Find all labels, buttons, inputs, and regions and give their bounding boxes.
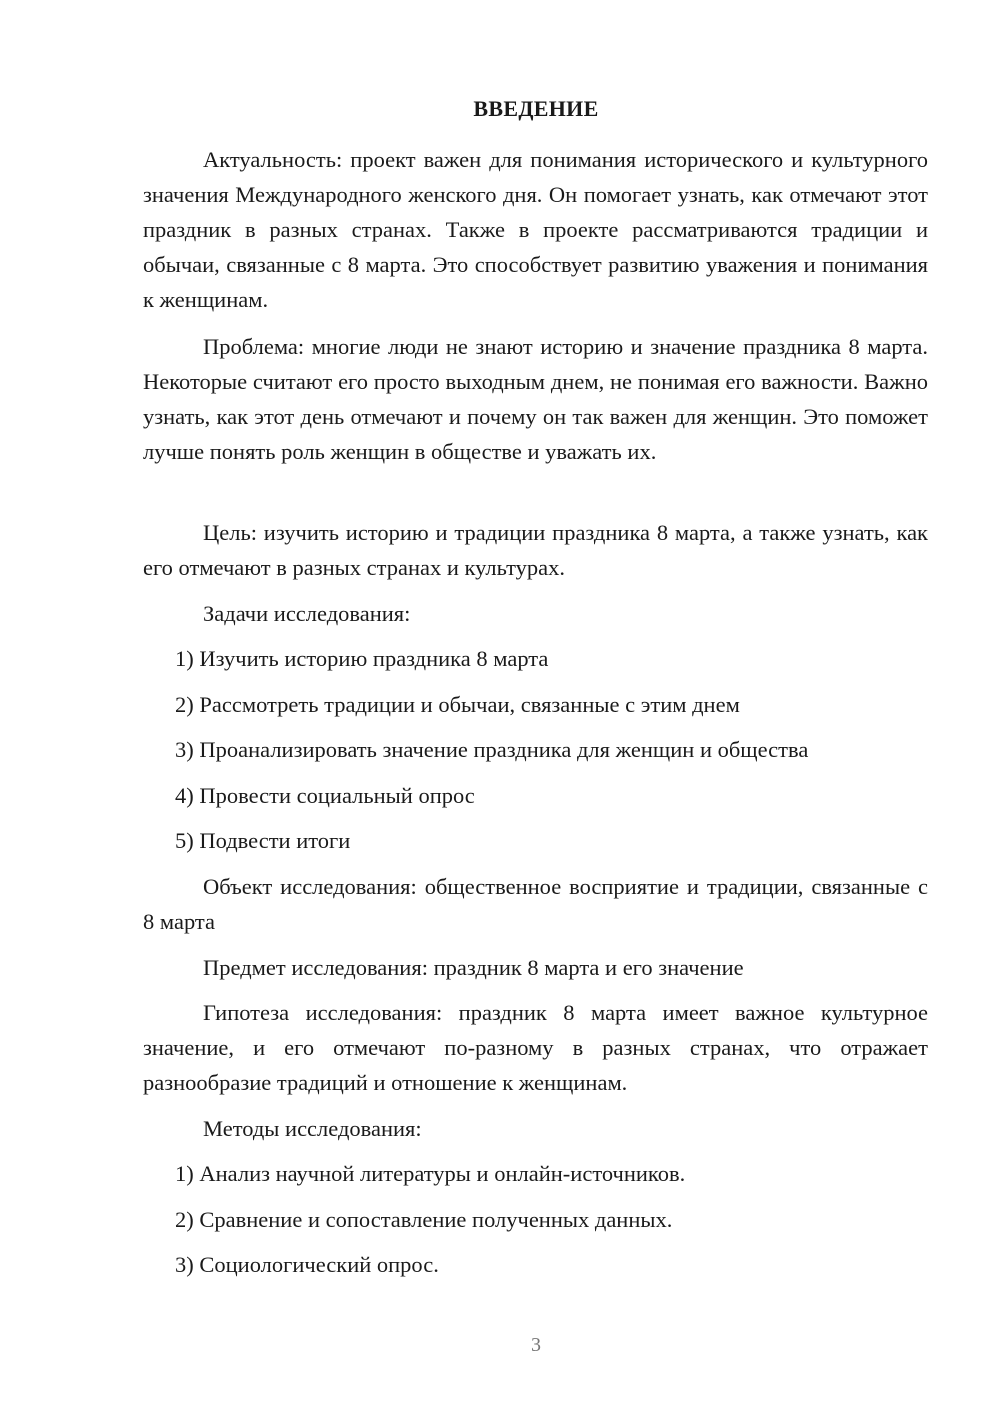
page-number: 3 [531, 1334, 541, 1356]
subject-paragraph: Предмет исследования: праздник 8 марта и его значение [203, 955, 744, 980]
page-title: ВВЕДЕНИЕ [473, 96, 599, 121]
method-item: 3) Социологический опрос. [175, 1252, 439, 1277]
object-paragraph: Объект исследования: общественное восприятие и традиции, связанные с 8 марта [143, 874, 928, 934]
goal-paragraph: Цель: изучить историю и традиции праздника 8 марта, а также узнать, как его отмечают в разных странах и культурах. [143, 520, 928, 580]
method-item: 1) Анализ научной литературы и онлайн-источников. [175, 1161, 686, 1186]
task-item: 5) Подвести итоги [175, 828, 351, 853]
problem-paragraph: Проблема: многие люди не знают историю и значение праздника 8 марта. Некоторые считают его просто выходным днем, не понимая его важности. Важно узнать, как этот день отмечают и почему он так важен для женщин. Это поможет лучше понять роль женщин в обществе и уважать их. [143, 334, 928, 464]
task-item: 2) Рассмотреть традиции и обычаи, связанные с этим днем [175, 692, 740, 717]
task-item: 4) Провести социальный опрос [175, 783, 475, 808]
methods-heading: Методы исследования: [203, 1116, 422, 1141]
relevance-paragraph: Актуальность: проект важен для понимания исторического и культурного значения Международного женского дня. Он помогает узнать, как отмечают этот праздник в разных странах. Также в проекте рассматриваются традиции и обычаи, связанные с 8 марта. Это способствует развитию уважения и понимания к женщинам. [143, 147, 928, 312]
task-item: 1) Изучить историю праздника 8 марта [175, 646, 549, 671]
hypothesis-paragraph: Гипотеза исследования: праздник 8 марта имеет важное культурное значение, и его отмечают по-разному в разных странах, что отражает разнообразие традиций и отношение к женщинам. [143, 1000, 928, 1095]
tasks-heading: Задачи исследования: [203, 601, 411, 626]
method-item: 2) Сравнение и сопоставление полученных данных. [175, 1207, 673, 1232]
task-item: 3) Проанализировать значение праздника для женщин и общества [175, 737, 809, 762]
